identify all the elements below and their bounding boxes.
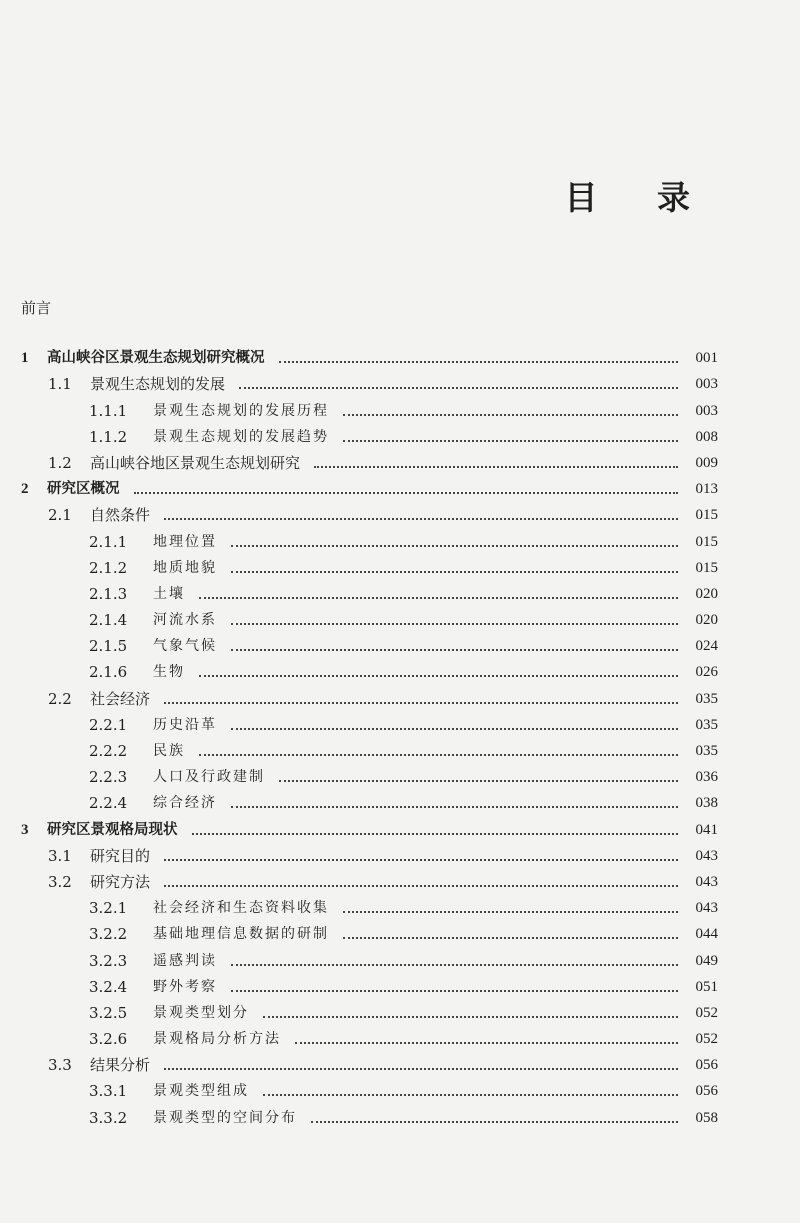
toc-entry[interactable] [21, 866, 718, 892]
toc-entry[interactable] [21, 944, 718, 970]
toc-entry-page: 043 [695, 900, 718, 917]
toc-entry-title: 研究方法 [90, 872, 151, 891]
toc-entry-number: 3.2.5 [89, 1003, 128, 1022]
toc-entry-number: 2.1.6 [89, 663, 128, 682]
toc-entry-number: 1.2 [48, 453, 72, 472]
toc-entry-number: 1.1.1 [89, 401, 128, 420]
toc-entry[interactable] [21, 840, 718, 866]
dot-leader [279, 360, 679, 363]
dot-leader [343, 439, 678, 442]
toc-entry[interactable] [21, 971, 718, 997]
toc-entry[interactable] [21, 1101, 718, 1127]
page-title: 目 录 [564, 178, 714, 217]
preface-entry: 前言 [21, 299, 52, 317]
dot-leader [164, 701, 678, 704]
toc-entry-number: 3.2.3 [89, 951, 128, 970]
dot-leader [164, 858, 678, 861]
toc-entry-title: 景观生态规划的发展 [90, 375, 226, 394]
toc-entry-number: 3.3 [48, 1056, 72, 1075]
toc-entry-page: 049 [695, 952, 718, 969]
toc-entry-number: 2.1.5 [89, 637, 128, 656]
toc-entry-title: 景观类型的空间分布 [153, 1109, 297, 1126]
toc-entry-number: 1 [21, 350, 29, 367]
toc-entry-page: 056 [695, 1057, 718, 1074]
toc-entry-page: 001 [695, 350, 718, 367]
toc-entry[interactable] [21, 578, 718, 604]
toc-entry[interactable] [21, 394, 718, 420]
toc-entry-number: 2.1.3 [89, 584, 128, 603]
toc-entry-number: 3.1 [48, 846, 72, 865]
toc-entry-title: 景观格局分析方法 [153, 1031, 281, 1048]
toc-entry-page: 003 [695, 376, 718, 393]
toc-entry-title: 遥感判读 [153, 952, 217, 969]
toc-entry-number: 2.2.2 [89, 742, 128, 760]
toc-entry-number: 2 [21, 481, 29, 498]
dot-leader [164, 884, 678, 887]
toc-entry[interactable] [21, 1049, 718, 1075]
table-of-contents [21, 342, 718, 1128]
toc-entry-title: 地理位置 [153, 533, 217, 550]
dot-leader [199, 596, 678, 599]
toc-entry-number: 3.2 [48, 872, 72, 891]
toc-entry-page: 024 [695, 638, 718, 655]
dot-leader [311, 1120, 678, 1123]
toc-entry[interactable] [21, 499, 718, 525]
toc-entry-page: 020 [695, 585, 718, 602]
dot-leader [231, 570, 678, 573]
dot-leader [231, 805, 678, 808]
toc-entry-page: 015 [695, 533, 718, 550]
toc-entry-page: 051 [695, 978, 718, 995]
toc-entry-number: 2.2.1 [89, 715, 128, 734]
toc-entry-title: 景观类型划分 [153, 1004, 249, 1021]
toc-entry-page: 052 [695, 1004, 718, 1021]
toc-entry-title: 土壤 [153, 585, 185, 602]
dot-leader [314, 465, 678, 468]
dot-leader [164, 517, 678, 520]
toc-entry-page: 056 [695, 1083, 718, 1100]
toc-entry-number: 1.1 [48, 375, 72, 394]
toc-entry-page: 003 [695, 402, 718, 419]
toc-entry-page: 035 [695, 743, 718, 759]
toc-entry-page: 041 [695, 821, 718, 838]
dot-leader [199, 674, 678, 677]
toc-entry-page: 038 [695, 795, 718, 812]
toc-entry-number: 2.2 [48, 689, 72, 708]
toc-entry-number: 3.2.6 [89, 1030, 128, 1049]
toc-entry[interactable] [21, 813, 718, 839]
toc-entry[interactable] [21, 892, 718, 918]
toc-entry-title: 社会经济和生态资料收集 [153, 900, 329, 917]
toc-entry-number: 2.1.1 [89, 532, 128, 551]
toc-entry[interactable] [21, 368, 718, 394]
toc-entry-title: 研究区景观格局现状 [47, 821, 178, 838]
dot-leader [231, 648, 678, 651]
toc-entry-title: 历史沿革 [153, 716, 217, 733]
toc-entry[interactable] [21, 682, 718, 708]
toc-entry-title: 景观生态规划的发展趋势 [153, 428, 329, 445]
toc-entry[interactable] [21, 1075, 718, 1101]
toc-entry-number: 1.1.2 [89, 427, 128, 446]
dot-leader [343, 936, 678, 939]
toc-entry[interactable] [21, 552, 718, 578]
dot-leader [164, 1067, 678, 1070]
toc-entry-title: 社会经济 [90, 689, 151, 708]
toc-entry-page: 008 [695, 428, 718, 445]
toc-entry-page: 035 [695, 690, 718, 707]
dot-leader [343, 910, 678, 913]
toc-entry-title: 结果分析 [90, 1056, 151, 1075]
toc-entry-number: 2.1 [48, 506, 72, 525]
toc-entry-page: 020 [695, 612, 718, 629]
toc-entry-title: 研究目的 [90, 846, 151, 865]
toc-entry-number: 2.2.3 [89, 768, 128, 787]
toc-entry[interactable] [21, 735, 718, 761]
toc-entry-title: 生物 [153, 664, 185, 681]
toc-entry-page: 015 [695, 507, 718, 524]
toc-entry-number: 3 [21, 821, 29, 838]
toc-entry-number: 3.2.4 [89, 977, 128, 996]
toc-entry-page: 043 [695, 847, 718, 864]
toc-entry-page: 036 [695, 769, 718, 786]
toc-entry-title: 研究区概况 [47, 481, 120, 498]
toc-entry-title: 高山峡谷区景观生态规划研究概况 [47, 350, 265, 367]
toc-entry-number: 3.2.2 [89, 925, 128, 944]
toc-entry[interactable] [21, 421, 718, 447]
toc-entry-number: 3.2.1 [89, 899, 128, 918]
toc-entry-page: 052 [695, 1031, 718, 1048]
toc-entry-title: 景观生态规划的发展历程 [153, 402, 329, 419]
toc-entry-title: 野外考察 [153, 978, 217, 995]
toc-entry[interactable] [21, 473, 718, 499]
toc-entry-title: 基础地理信息数据的研制 [153, 926, 329, 943]
dot-leader [295, 1041, 678, 1044]
toc-entry-title: 自然条件 [90, 506, 151, 525]
toc-entry-page: 058 [695, 1109, 718, 1126]
dot-leader [134, 491, 679, 494]
toc-entry-number: 2.1.4 [89, 611, 128, 630]
dot-leader [263, 1015, 678, 1018]
toc-entry[interactable] [21, 997, 718, 1023]
toc-entry-page: 044 [695, 926, 718, 943]
toc-entry[interactable] [21, 630, 718, 656]
toc-entry-title: 综合经济 [153, 795, 217, 812]
dot-leader [231, 989, 678, 992]
dot-leader [279, 779, 678, 782]
toc-entry-page: 035 [695, 716, 718, 733]
toc-entry[interactable] [21, 787, 718, 813]
dot-leader [231, 727, 678, 730]
dot-leader [343, 413, 678, 416]
toc-entry-title: 高山峡谷地区景观生态规划研究 [90, 453, 301, 472]
toc-entry-title: 民族 [153, 743, 185, 759]
toc-entry-page: 009 [695, 454, 718, 471]
toc-entry-number: 3.3.1 [89, 1082, 128, 1101]
toc-entry-page: 026 [695, 664, 718, 681]
toc-entry[interactable] [21, 656, 718, 682]
toc-entry[interactable] [21, 342, 718, 368]
toc-entry-number: 3.3.2 [89, 1108, 128, 1127]
toc-entry-page: 043 [695, 873, 718, 890]
toc-entry-title: 气象气候 [153, 638, 217, 655]
toc-entry[interactable] [21, 447, 718, 473]
toc-entry-title: 人口及行政建制 [153, 769, 265, 786]
toc-entry[interactable] [21, 525, 718, 551]
toc-entry-title: 地质地貌 [153, 559, 217, 576]
dot-leader [192, 832, 679, 835]
dot-leader [199, 753, 678, 756]
toc-entry-number: 2.2.4 [89, 794, 128, 813]
toc-entry[interactable] [21, 918, 718, 944]
dot-leader [263, 1093, 678, 1096]
dot-leader [231, 963, 678, 966]
dot-leader [239, 386, 678, 389]
toc-entry[interactable] [21, 761, 718, 787]
toc-entry-title: 景观类型组成 [153, 1083, 249, 1100]
toc-entry[interactable] [21, 709, 718, 735]
toc-entry[interactable] [21, 1023, 718, 1049]
toc-entry[interactable] [21, 604, 718, 630]
dot-leader [231, 622, 678, 625]
dot-leader [231, 544, 678, 547]
toc-entry-page: 013 [695, 481, 718, 498]
toc-entry-page: 015 [695, 559, 718, 576]
toc-entry-title: 河流水系 [153, 612, 217, 629]
toc-entry-number: 2.1.2 [89, 558, 128, 577]
